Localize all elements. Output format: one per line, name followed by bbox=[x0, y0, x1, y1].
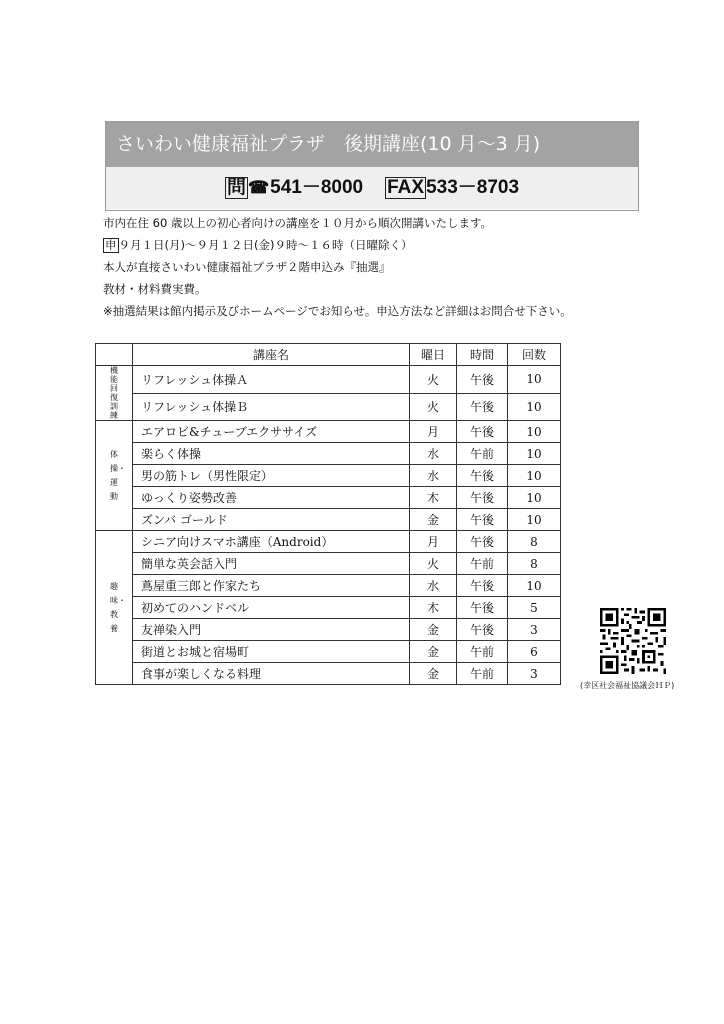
intro-line-5: ※抽選結果は館内掲示及びホームページでお知らせ。申込方法など詳細はお問合せ下さい。 bbox=[103, 304, 572, 318]
table-row bbox=[96, 619, 561, 641]
table-row bbox=[96, 575, 561, 597]
intro-line-4: 教材・材料費実費。 bbox=[103, 282, 207, 296]
course-name: リフレッシュ体操Ｂ bbox=[133, 393, 410, 421]
header-box bbox=[105, 121, 639, 211]
header-category bbox=[96, 344, 133, 366]
table-row bbox=[96, 487, 561, 509]
qr-code-icon[interactable] bbox=[600, 608, 666, 674]
course-time: 午前 bbox=[457, 663, 508, 685]
course-name: シニア向けスマホ講座（Android） bbox=[133, 531, 410, 553]
table-row bbox=[96, 509, 561, 531]
course-name: 友禅染入門 bbox=[133, 619, 410, 641]
course-name: 街道とお城と宿場町 bbox=[133, 641, 410, 663]
header-count: 回数 bbox=[508, 344, 561, 366]
phone-icon: ☎ bbox=[247, 178, 270, 197]
course-count: 3 bbox=[508, 619, 561, 641]
course-count: 10 bbox=[508, 443, 561, 465]
inquiry-mark: 問 bbox=[226, 177, 246, 198]
course-day: 木 bbox=[410, 487, 457, 509]
course-time: 午前 bbox=[457, 641, 508, 663]
course-day: 月 bbox=[410, 531, 457, 553]
course-name: 簡単な英会話入門 bbox=[133, 553, 410, 575]
course-name: 男の筋トレ（男性限定） bbox=[133, 465, 410, 487]
course-name: 蔦屋重三郎と作家たち bbox=[133, 575, 410, 597]
course-time: 午後 bbox=[457, 619, 508, 641]
course-time: 午後 bbox=[457, 575, 508, 597]
table-row bbox=[96, 366, 561, 394]
course-count: 3 bbox=[508, 663, 561, 685]
course-count: 10 bbox=[508, 465, 561, 487]
course-time: 午前 bbox=[457, 553, 508, 575]
course-time: 午後 bbox=[457, 531, 508, 553]
course-time: 午後 bbox=[457, 421, 508, 443]
course-count: 10 bbox=[508, 575, 561, 597]
category-cell bbox=[96, 366, 133, 421]
category-cell bbox=[96, 531, 133, 685]
course-day: 金 bbox=[410, 509, 457, 531]
course-time: 午後 bbox=[457, 393, 508, 421]
apply-period: ９月１日(月)～９月１２日(金)９時～１６時（日曜除く） bbox=[118, 238, 413, 252]
course-day: 木 bbox=[410, 597, 457, 619]
course-count: 10 bbox=[508, 366, 561, 394]
table-row bbox=[96, 443, 561, 465]
intro-text bbox=[103, 212, 663, 322]
course-count: 10 bbox=[508, 509, 561, 531]
course-count: 5 bbox=[508, 597, 561, 619]
header-course-name: 講座名 bbox=[133, 344, 410, 366]
phone-number[interactable]: 541－8000 bbox=[270, 177, 364, 198]
course-time: 午前 bbox=[457, 443, 508, 465]
course-count: 10 bbox=[508, 393, 561, 421]
intro-line-1: 市内在住 60 歳以上の初心者向けの講座を１０月から順次開講いたします。 bbox=[103, 216, 493, 230]
course-day: 金 bbox=[410, 663, 457, 685]
fax-number: 533－8703 bbox=[426, 177, 520, 198]
category-label: 趣味・教養 bbox=[110, 581, 126, 633]
page-title: さいわい健康福祉プラザ 後期講座(10 月～3 月) bbox=[106, 122, 638, 167]
course-day: 月 bbox=[410, 421, 457, 443]
qr-caption: (幸区社会福祉協議会ＨＰ) bbox=[580, 681, 675, 690]
course-count: 8 bbox=[508, 531, 561, 553]
course-time: 午後 bbox=[457, 465, 508, 487]
course-name: リフレッシュ体操Ａ bbox=[133, 366, 410, 394]
course-name: ゆっくり姿勢改善 bbox=[133, 487, 410, 509]
course-count: 6 bbox=[508, 641, 561, 663]
course-name: 食事が楽しくなる料理 bbox=[133, 663, 410, 685]
table-row bbox=[96, 465, 561, 487]
course-count: 10 bbox=[508, 421, 561, 443]
course-day: 金 bbox=[410, 619, 457, 641]
contact-bar bbox=[106, 167, 638, 209]
table-row bbox=[96, 421, 561, 443]
course-day: 火 bbox=[410, 366, 457, 394]
course-count: 8 bbox=[508, 553, 561, 575]
table-row bbox=[96, 553, 561, 575]
category-label: 体操・運動 bbox=[110, 449, 126, 501]
fax-label: FAX bbox=[387, 177, 425, 198]
course-name: 初めてのハンドベル bbox=[133, 597, 410, 619]
course-name: エアロビ&チューブエクササイズ bbox=[133, 421, 410, 443]
course-time: 午後 bbox=[457, 366, 508, 394]
course-day: 火 bbox=[410, 553, 457, 575]
table-header-row bbox=[96, 344, 561, 366]
course-name: ズンバ ゴールド bbox=[133, 509, 410, 531]
course-time: 午後 bbox=[457, 509, 508, 531]
course-count: 10 bbox=[508, 487, 561, 509]
apply-mark: 申 bbox=[105, 238, 117, 252]
course-day: 水 bbox=[410, 443, 457, 465]
header-day: 曜日 bbox=[410, 344, 457, 366]
course-day: 水 bbox=[410, 465, 457, 487]
category-cell bbox=[96, 421, 133, 531]
table-row bbox=[96, 663, 561, 685]
table-row bbox=[96, 641, 561, 663]
intro-line-2 bbox=[103, 234, 663, 256]
course-time: 午後 bbox=[457, 487, 508, 509]
table-row bbox=[96, 393, 561, 421]
course-table bbox=[95, 343, 561, 685]
intro-line-3: 本人が直接さいわい健康福祉プラザ２階申込み『抽選』 bbox=[103, 260, 391, 274]
course-day: 金 bbox=[410, 641, 457, 663]
table-row bbox=[96, 597, 561, 619]
category-label: 機能回復訓練 bbox=[110, 366, 118, 420]
course-day: 火 bbox=[410, 393, 457, 421]
table-row bbox=[96, 531, 561, 553]
course-time: 午後 bbox=[457, 597, 508, 619]
course-name: 楽らく体操 bbox=[133, 443, 410, 465]
header-time: 時間 bbox=[457, 344, 508, 366]
course-day: 水 bbox=[410, 575, 457, 597]
